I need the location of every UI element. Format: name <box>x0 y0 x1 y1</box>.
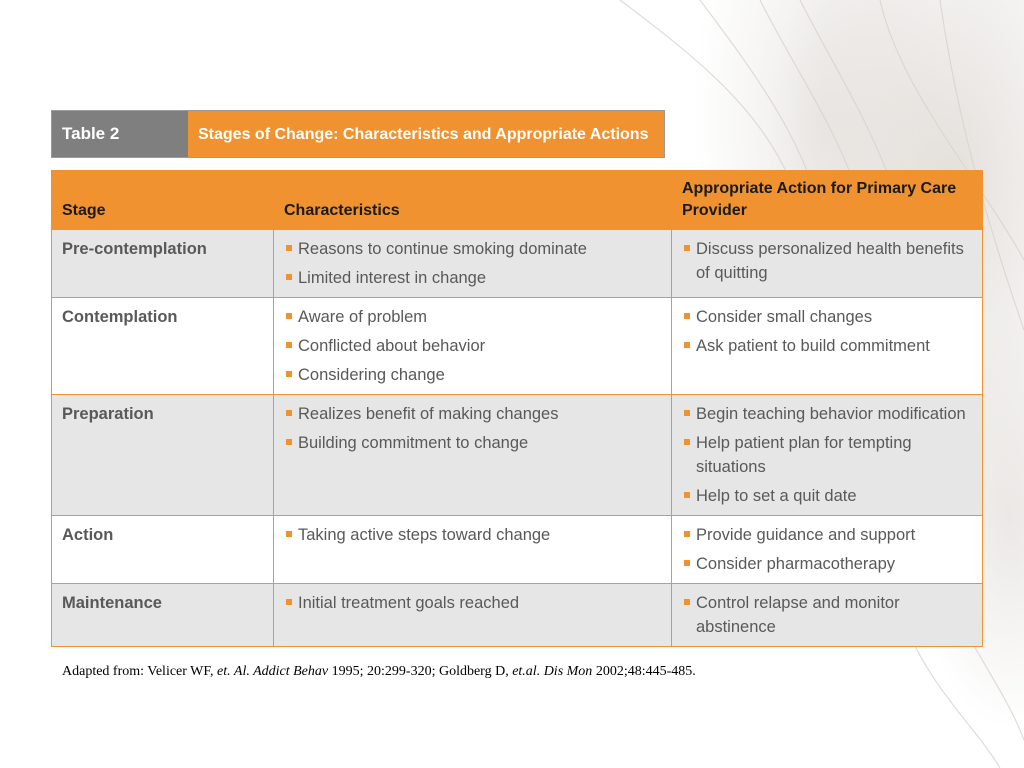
characteristics-cell <box>274 395 672 516</box>
characteristic-list-item <box>284 363 663 387</box>
characteristic-list-item <box>284 237 663 261</box>
table-title-bar <box>51 110 665 158</box>
citation-journal-1: et. Al. Addict Behav <box>217 664 329 679</box>
actions-cell <box>672 584 983 647</box>
characteristic-text: Initial treatment goals reached <box>298 594 520 612</box>
table-row <box>52 230 983 298</box>
stages-of-change-table <box>51 170 983 647</box>
table-row <box>52 584 983 647</box>
stage-cell: Pre-contemplation <box>52 230 274 298</box>
characteristics-cell <box>274 230 672 298</box>
bullet-square-icon <box>684 342 690 348</box>
actions-cell <box>672 395 983 516</box>
characteristic-list-item <box>284 402 663 426</box>
actions-cell <box>672 516 983 584</box>
characteristics-cell <box>274 516 672 584</box>
characteristic-list <box>284 523 663 547</box>
citation-ref-2: 2002;48:445-485. <box>592 664 696 679</box>
bullet-square-icon <box>286 439 292 445</box>
characteristic-list <box>284 402 663 455</box>
stage-cell: Preparation <box>52 395 274 516</box>
action-list-item <box>682 552 974 576</box>
actions-cell <box>672 298 983 395</box>
stage-cell: Action <box>52 516 274 584</box>
action-list-item <box>682 431 974 479</box>
bullet-square-icon <box>286 274 292 280</box>
action-text: Discuss personalized health benefits of quitting <box>696 240 964 282</box>
bullet-square-icon <box>286 599 292 605</box>
stage-cell: Maintenance <box>52 584 274 647</box>
action-list-item <box>682 334 974 358</box>
stage-cell: Contemplation <box>52 298 274 395</box>
action-list-item <box>682 305 974 329</box>
action-list <box>682 402 974 508</box>
characteristic-list-item <box>284 523 663 547</box>
action-text: Help patient plan for tempting situations <box>696 434 912 476</box>
action-list-item <box>682 591 974 639</box>
bullet-square-icon <box>286 531 292 537</box>
action-list-item <box>682 237 974 285</box>
action-text: Consider pharmacotherapy <box>696 555 896 573</box>
characteristic-text: Aware of problem <box>298 308 428 326</box>
characteristic-list <box>284 591 663 615</box>
table-number-label: Table 2 <box>52 111 188 157</box>
table-row <box>52 516 983 584</box>
characteristic-list-item <box>284 591 663 615</box>
bullet-square-icon <box>684 410 690 416</box>
bullet-square-icon <box>684 439 690 445</box>
table-row <box>52 395 983 516</box>
characteristic-text: Realizes benefit of making changes <box>298 405 559 423</box>
bullet-square-icon <box>684 531 690 537</box>
action-text: Control relapse and monitor abstinence <box>696 594 900 636</box>
citation <box>62 664 696 680</box>
action-text: Begin teaching behavior modification <box>696 405 966 423</box>
bullet-square-icon <box>684 560 690 566</box>
characteristic-text: Reasons to continue smoking dominate <box>298 240 587 258</box>
action-list-item <box>682 402 974 426</box>
characteristic-list-item <box>284 431 663 455</box>
table-title: Stages of Change: Characteristics and Appropriate Actions <box>188 111 664 157</box>
table-row <box>52 298 983 395</box>
bullet-square-icon <box>286 342 292 348</box>
bullet-square-icon <box>286 410 292 416</box>
characteristic-list <box>284 237 663 290</box>
action-list <box>682 237 974 285</box>
bullet-square-icon <box>286 245 292 251</box>
action-list <box>682 523 974 576</box>
header-characteristics: Characteristics <box>274 171 672 230</box>
action-text: Ask patient to build commitment <box>696 337 930 355</box>
characteristic-list-item <box>284 334 663 358</box>
action-text: Consider small changes <box>696 308 873 326</box>
characteristic-list <box>284 305 663 387</box>
characteristic-text: Building commitment to change <box>298 434 529 452</box>
bullet-square-icon <box>684 492 690 498</box>
header-stage: Stage <box>52 171 274 230</box>
characteristic-list-item <box>284 266 663 290</box>
bullet-square-icon <box>684 599 690 605</box>
action-list <box>682 591 974 639</box>
characteristic-text: Considering change <box>298 366 445 384</box>
action-list-item <box>682 484 974 508</box>
table-header-row <box>52 171 983 230</box>
bullet-square-icon <box>286 313 292 319</box>
characteristic-text: Conflicted about behavior <box>298 337 486 355</box>
actions-cell <box>672 230 983 298</box>
action-list-item <box>682 523 974 547</box>
header-action: Appropriate Action for Primary Care Provider <box>672 171 983 230</box>
citation-ref-1: 1995; 20:299-320; Goldberg D, <box>328 664 513 679</box>
characteristic-list-item <box>284 305 663 329</box>
bullet-square-icon <box>684 313 690 319</box>
action-text: Provide guidance and support <box>696 526 916 544</box>
bullet-square-icon <box>684 245 690 251</box>
citation-journal-2: et.al. Dis Mon <box>512 664 593 679</box>
citation-prefix: Adapted from: Velicer WF, <box>62 664 218 679</box>
bullet-square-icon <box>286 371 292 377</box>
action-text: Help to set a quit date <box>696 487 857 505</box>
characteristics-cell <box>274 298 672 395</box>
characteristic-text: Taking active steps toward change <box>298 526 551 544</box>
characteristics-cell <box>274 584 672 647</box>
characteristic-text: Limited interest in change <box>298 269 487 287</box>
action-list <box>682 305 974 358</box>
